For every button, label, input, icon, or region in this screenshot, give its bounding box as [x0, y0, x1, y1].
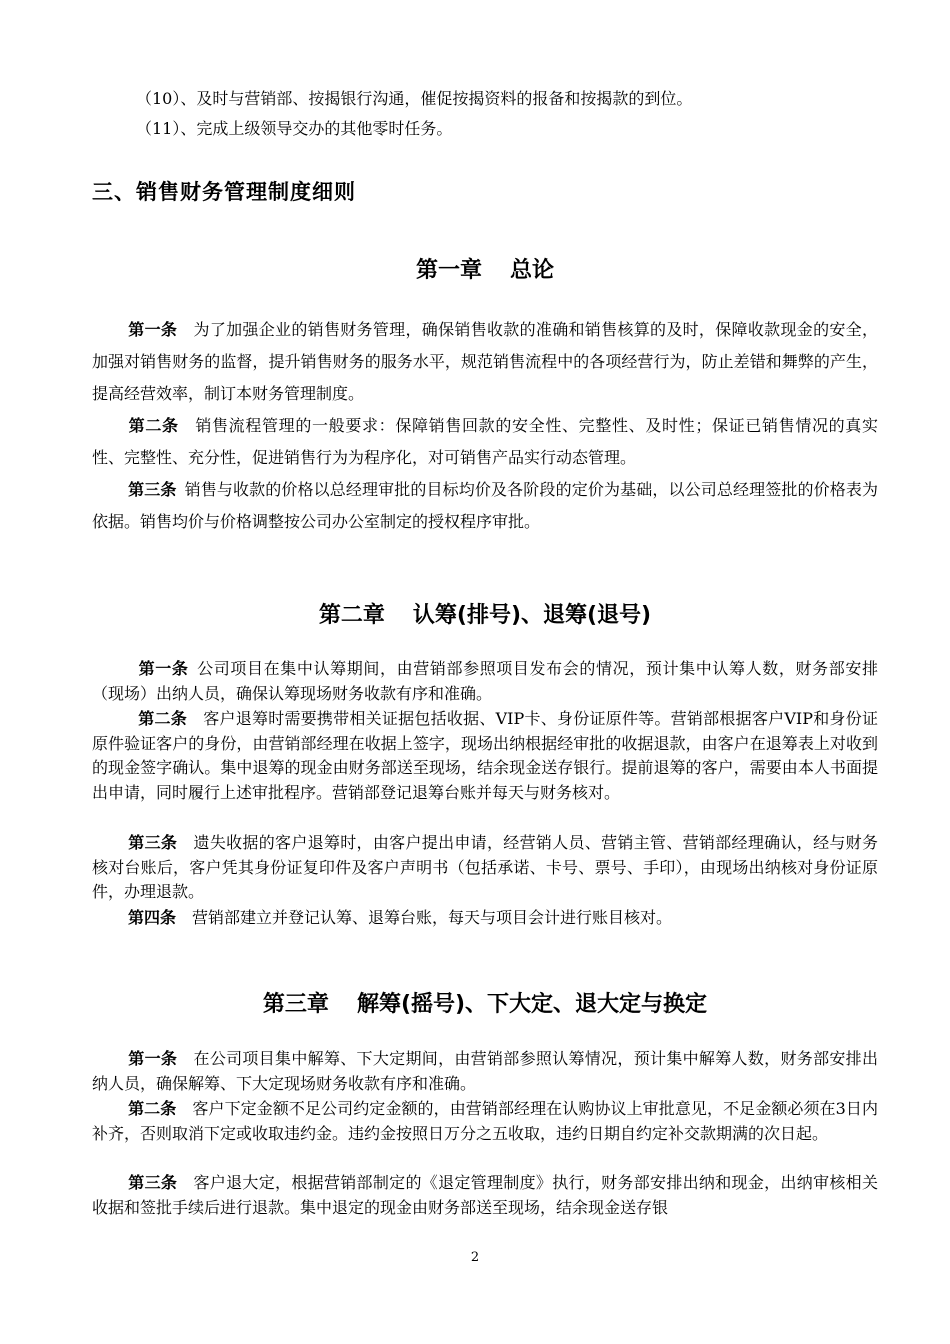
article-label: 第三条 [128, 1173, 178, 1192]
article-text: 客户下定金额不足公司约定金额的，由营销部经理在认购协议上审批意见，不足金额必须在3日内补齐，否则取消下定或收取违约金。违约金按照日万分之五收取，违约日期自约定补交款期满的次日起。 [92, 1099, 878, 1143]
article-label: 第二条 [128, 416, 179, 435]
chapter-1-article-3 [92, 474, 878, 538]
chapter-2-heading [92, 598, 878, 629]
article-text: 营销部建立并登记认筹、退筹台账，每天与项目会计进行账目核对。 [192, 908, 673, 927]
article-text: 在公司项目集中解筹、下大定期间，由营销部参照认筹情况，预计集中解筹人数，财务部安排出纳人员，确保解筹、下大定现场财务收款有序和准确。 [92, 1049, 878, 1093]
chapter-2-label: 第二章 [318, 603, 385, 628]
article-label: 第三条 [128, 833, 178, 852]
article-text: 为了加强企业的销售财务管理，确保销售收款的准确和销售核算的及时，保障收款现金的安全，加强对销售财务的监督，提升销售财务的服务水平，规范销售流程中的各项经营行为，防止差错和舞弊的产生，提高经营效率，制订本财务管理制度。 [92, 320, 878, 403]
article-label: 第一条 [128, 320, 178, 339]
page-number: 2 [470, 1250, 480, 1265]
article-label: 第二条 [128, 1099, 177, 1118]
chapter-2-name: 认筹(排号)、退筹(退号) [412, 603, 652, 628]
chapter-2-article-3 [92, 831, 878, 905]
article-text: 客户退筹时需要携带相关证据包括收据、VIP卡、身份证原件等。营销部根据客户VIP和身份证原件验证客户的身份，由营销部经理在收据上签字，现场出纳根据经审批的收据退款，由客户在退筹表上对收到的现金签字确认。集中退筹的现金由财务部送至现场，结余现金送存银行。提前退筹的客户，需要由本人书面提出申请，同时履行上述审批程序。营销部登记退筹台账并每天与财务核对。 [92, 709, 878, 802]
article-text: 销售流程管理的一般要求：保障销售回款的安全性、完整性、及时性；保证已销售情况的真实性、完整性、充分性，促进销售行为为程序化，对可销售产品实行动态管理。 [92, 416, 878, 467]
chapter-2-article-1 [92, 657, 878, 706]
chapter-1-name: 总论 [510, 258, 555, 283]
chapter-3-article-3 [92, 1171, 878, 1220]
article-label: 第二条 [138, 709, 187, 728]
chapter-3-label: 第三章 [262, 992, 329, 1017]
article-label: 第三条 [128, 480, 177, 499]
chapter-3-article-2 [92, 1097, 878, 1146]
article-text: 销售与收款的价格以总经理审批的目标均价及各阶段的定价为基础，以公司总经理签批的价格表为依据。销售均价与价格调整按公司办公室制定的授权程序审批。 [92, 480, 878, 531]
chapter-3-name: 解筹(摇号)、下大定、退大定与换定 [356, 992, 708, 1017]
article-text: 客户退大定，根据营销部制定的《退定管理制度》执行，财务部安排出纳和现金，出纳审核相关收据和签批手续后进行退款。集中退定的现金由财务部送至现场，结余现金送存银 [92, 1173, 878, 1217]
chapter-2-article-4 [92, 906, 878, 931]
article-text: 公司项目在集中认筹期间，由营销部参照项目发布会的情况，预计集中认筹人数，财务部安排（现场）出纳人员，确保认筹现场财务收款有序和准确。 [92, 659, 878, 703]
intro-line-10: （10）、及时与营销部、按揭银行沟通，催促按揭资料的报备和按揭款的到位。 [136, 89, 693, 108]
section-title: 三、销售财务管理制度细则 [92, 180, 356, 204]
chapter-1-article-1 [92, 314, 878, 410]
chapter-1-heading [92, 253, 878, 284]
chapter-1-label: 第一章 [415, 258, 482, 283]
chapter-3-heading [92, 987, 878, 1018]
chapter-2-article-2 [92, 707, 878, 805]
article-label: 第四条 [128, 908, 177, 927]
article-text: 遗失收据的客户退筹时，由客户提出申请，经营销人员、营销主管、营销部经理确认，经与财务核对台账后，客户凭其身份证复印件及客户声明书（包括承诺、卡号、票号、手印），由现场出纳核对身份证原件，办理退款。 [92, 833, 878, 901]
article-label: 第一条 [128, 1049, 178, 1068]
chapter-1-article-2 [92, 410, 878, 474]
chapter-3-article-1 [92, 1047, 878, 1096]
intro-line-11: （11）、完成上级领导交办的其他零时任务。 [136, 119, 453, 138]
article-label: 第一条 [138, 659, 189, 678]
